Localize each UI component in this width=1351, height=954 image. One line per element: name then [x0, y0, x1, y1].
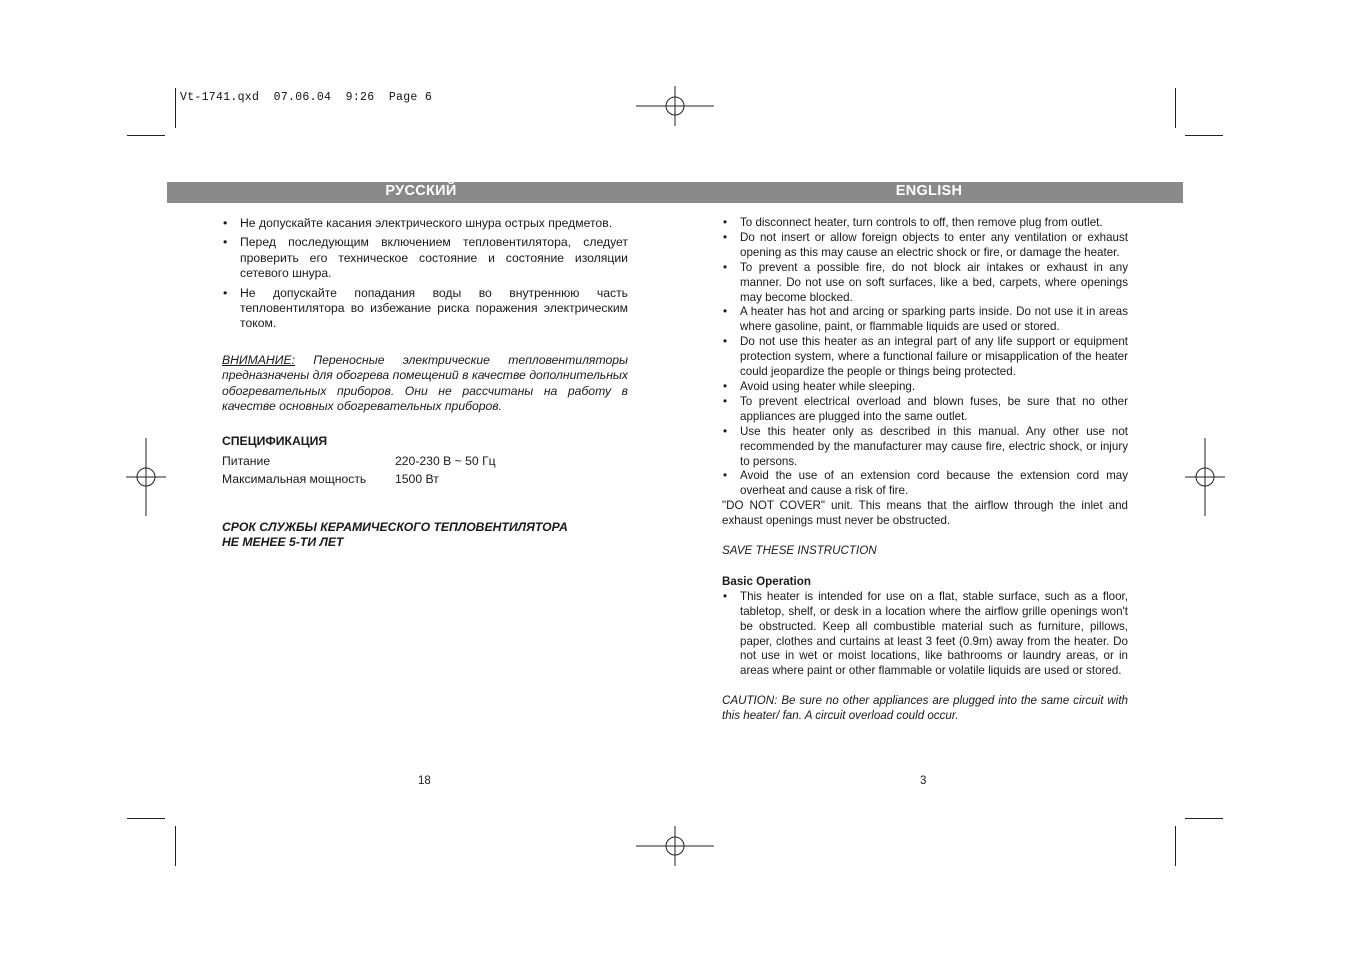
spec-value: 220-230 В ~ 50 Гц [395, 453, 496, 468]
spec-value: 1500 Вт [395, 472, 439, 487]
list-item: • Avoid the use of an extension cord because the extension cord may overheat and cause a risk of fire. [722, 469, 1128, 499]
warning-paragraph [222, 353, 628, 415]
do-not-cover-paragraph: "DO NOT COVER" unit. This means that the airflow through the inlet and exhaust openings must never be obstructed. [722, 499, 1128, 528]
save-instructions: SAVE THESE INSTRUCTION [722, 544, 877, 558]
page-number-left: 18 [418, 775, 431, 787]
basic-operation-title: Basic Operation [722, 574, 811, 588]
file-slug: Vt-1741.qxd 07.06.04 9:26 Page 6 [180, 91, 433, 104]
registration-mark [636, 826, 714, 866]
registration-mark [1185, 438, 1225, 516]
warning-label: ВНИМАНИЕ: [222, 352, 295, 367]
list-item: • Do not insert or allow foreign objects to enter any ventilation or exhaust opening as this may cause an electric shock or fire, or damage the heater. [722, 231, 1128, 261]
english-bullet-list [722, 216, 1128, 499]
lifetime-line-1: СРОК СЛУЖБЫ КЕРАМИЧЕСКОГО ТЕПЛОВЕНТИЛЯТОРА [222, 519, 568, 534]
list-item: • Avoid using heater while sleeping. [722, 380, 1128, 395]
caution-paragraph: CAUTION: Be sure no other appliances are plugged into the same circuit with this heater/ fan. A circuit overload could occur. [722, 694, 1128, 723]
list-item: • This heater is intended for use on a flat, stable surface, such as a floor, tabletop, shelf, or desk in a location where the airflow grille openings won't be obstructed. Keep all combustible material such as furniture, pillows, paper, clothes and curtains at least 3 feet (0.9m) away from the heater. Do not use in wet or moist locations, like bathrooms or laundry areas, or in areas where paint or other flammable or volatile liquids are used or stored. [722, 590, 1128, 679]
list-item: • Use this heater only as described in this manual. Any other use not recommended by the manufacturer may cause fire, electric shock, or injury to persons. [722, 425, 1128, 470]
russian-bullet-list [222, 216, 628, 332]
crop-mark [1175, 826, 1176, 866]
crop-mark [127, 135, 165, 136]
crop-mark [1175, 88, 1176, 128]
list-item: • A heater has hot and arcing or sparking parts inside. Do not use it in areas where gasoline, paint, or flammable liquids are used or stored. [722, 305, 1128, 335]
russian-column [222, 216, 628, 551]
crop-mark [175, 88, 176, 128]
basic-operation-list [722, 590, 1128, 679]
crop-mark [1185, 135, 1223, 136]
list-item: • Do not use this heater as an integral part of any life support or equipment protection system, where a functional failure or misapplication of the heater could jeopardize the people or things being protected. [722, 335, 1128, 380]
registration-mark [126, 438, 166, 516]
list-item: • Не допускайте попадания воды во внутреннюю часть тепловентилятора во избежание риска поражения электрическим током. [222, 286, 628, 332]
lifetime-line-2: НЕ МЕНЕЕ 5-ТИ ЛЕТ [222, 535, 344, 550]
spec-label: Максимальная мощность [222, 472, 367, 487]
crop-mark [127, 818, 165, 819]
list-item: • Не допускайте касания электрического шнура острых предметов. [222, 216, 628, 231]
registration-mark [636, 86, 714, 126]
crop-mark [1185, 818, 1223, 819]
list-item: • To prevent a possible fire, do not block air intakes or exhaust in any manner. Do not use on soft surfaces, like a bed, carpets, where openings may become blocked. [722, 261, 1128, 306]
list-item: • Перед последующим включением тепловентилятора, следует проверить его техническое состояние и состояние изоляции сетевого шнура. [222, 235, 628, 281]
english-column [722, 216, 1128, 724]
page-number-right: 3 [920, 775, 927, 787]
spec-row [222, 454, 628, 469]
spec-title: СПЕЦИФИКАЦИЯ [222, 434, 328, 449]
list-item: • To prevent electrical overload and blown fuses, be sure that no other appliances are plugged into the same outlet. [722, 395, 1128, 425]
spec-label: Питание [222, 453, 271, 468]
english-header: ENGLISH [675, 182, 1183, 203]
spec-row [222, 472, 628, 487]
crop-mark [175, 826, 176, 866]
russian-header: РУССКИЙ [167, 182, 675, 203]
warning-text: Переносные электрические тепловентиляторы предназначены для обогрева помещений в качестве дополнительных обогревательных приборов. Они не рассчитаны на работу в качестве основных обогревательных приборов. [222, 352, 628, 414]
list-item: • To disconnect heater, turn controls to off, then remove plug from outlet. [722, 216, 1128, 231]
